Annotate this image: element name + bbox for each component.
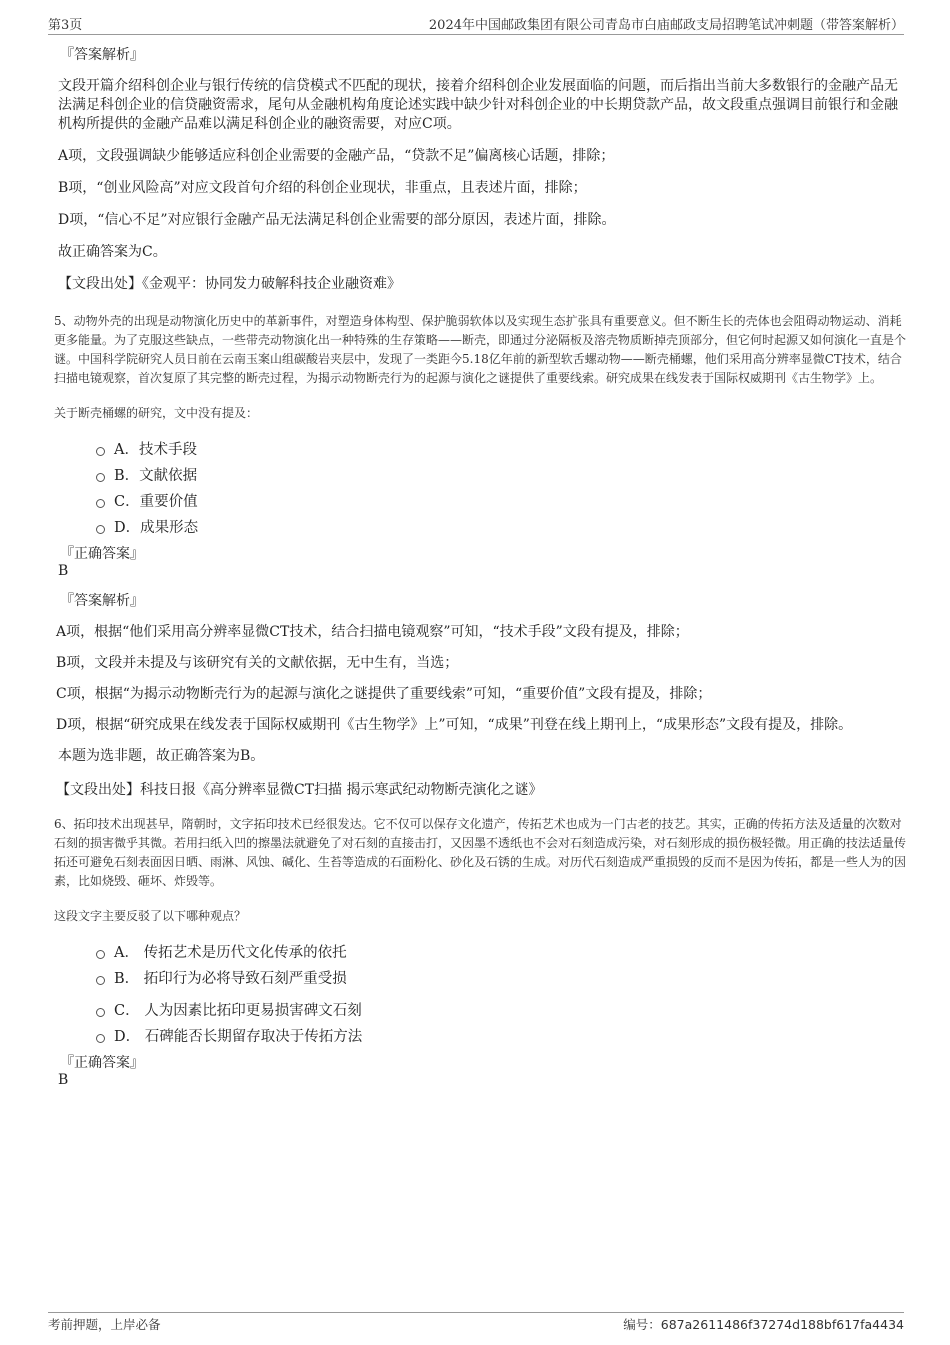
q5-point-d: D项，根据“研究成果在线发表于国际权威期刊《古生物学》上”可知，“成果”刊登在线上期刊上，“成果形态”文段有提及，排除。 bbox=[56, 717, 853, 733]
q5-analysis-label: 『答案解析』 bbox=[60, 593, 144, 609]
q5-option-d[interactable] bbox=[96, 517, 908, 535]
option-label: A．技术手段 bbox=[114, 441, 197, 458]
q4-point-b: B项，“创业风险高”对应文段首句介绍的科创企业现状，非重点，且表述片面，排除； bbox=[58, 180, 587, 196]
q6-option-a[interactable] bbox=[96, 942, 908, 960]
option-label: C． 人为因素比拓印更易损害碑文石刻 bbox=[114, 1002, 362, 1019]
q5-option-c[interactable] bbox=[96, 491, 908, 509]
q4-source: 【文段出处】《金观平：协同发力破解科技企业融资难》 bbox=[58, 276, 401, 292]
q4-analysis-section bbox=[56, 44, 908, 294]
radio-icon[interactable] bbox=[96, 473, 105, 482]
q5-section bbox=[56, 312, 908, 799]
q5-point-a: A项，根据“他们采用高分辨率显微CT技术，结合扫描电镜观察”可知，“技术手段”文段有提及，排除； bbox=[56, 624, 689, 640]
radio-icon[interactable] bbox=[96, 1034, 105, 1043]
q6-answer-label: 『正确答案』 bbox=[60, 1055, 144, 1071]
q6-stem: 6、拓印技术出现甚早，隋朝时，文字拓印技术已经很发达。它不仅可以保存文化遗产，传拓艺术也成为一门古老的技艺。其实，正确的传拓方法及适量的次数对石刻的损害微乎其微。若用扫纸入凹的擦墨法就避免了对石刻的直接击打，又因墨不透纸也不会对石刻造成污染，对石刻形成的损伤极轻微。用正确的技法适量传拓还可避免石刻表面因日晒、雨淋、风蚀、碱化、生苔等造成的石面粉化、砂化及石锈的生成。对历代石刻造成严重损毁的反而不是因为传拓，都是一些人为的因素，比如烧毁、砸坏、炸毁等。 bbox=[54, 817, 907, 888]
page-number: 第3页 bbox=[48, 18, 83, 33]
q4-conclusion: 故正确答案为C。 bbox=[58, 244, 167, 260]
radio-icon[interactable] bbox=[96, 447, 105, 456]
q6-option-b[interactable] bbox=[96, 968, 908, 986]
q6-question: 这段文字主要反驳了以下哪种观点？ bbox=[54, 909, 247, 923]
radio-icon[interactable] bbox=[96, 1008, 105, 1017]
page-content bbox=[56, 44, 908, 1099]
q5-answer-label: 『正确答案』 bbox=[60, 546, 144, 562]
q4-analysis-label: 『答案解析』 bbox=[60, 47, 144, 63]
q5-stem: 5、动物外壳的出现是动物演化历史中的革新事件，对塑造身体构型、保护脆弱软体以及实现生态扩张具有重要意义。但不断生长的壳体也会阻碍动物运动、消耗更多能量。为了克服这些缺点，一些带壳动物演化出一种特殊的生存策略——断壳，即通过分泌隔板及溶壳物质断掉壳顶部分，但它何时起源又如何演化一直是个谜。中国科学院研究人员日前在云南玉案山组碳酸岩夹层中，发现了一类距今5.18亿年前的新型软舌螺动物——断壳桶螺，他们采用高分辨率显微CT技术，结合扫描电镜观察，首次复原了其完整的断壳过程，为揭示动物断壳行为的起源与演化之谜提供了重要线索。研究成果在线发表于国际权威期刊《古生物学》上。 bbox=[54, 314, 907, 385]
q5-conclusion: 本题为选非题，故正确答案为B。 bbox=[58, 748, 265, 764]
option-label: A． 传拓艺术是历代文化传承的依托 bbox=[114, 944, 347, 961]
option-label: D． 石碑能否长期留存取决于传拓方法 bbox=[114, 1028, 363, 1045]
q6-answer: B bbox=[58, 1072, 69, 1088]
q5-option-b[interactable] bbox=[96, 465, 908, 483]
q6-section bbox=[56, 815, 908, 1088]
page-footer bbox=[48, 1312, 904, 1332]
radio-icon[interactable] bbox=[96, 525, 105, 534]
q5-point-b: B项，文段并未提及与该研究有关的文献依据，无中生有，当选； bbox=[56, 655, 459, 671]
q5-answer: B bbox=[58, 563, 69, 579]
q5-question: 关于断壳桶螺的研究，文中没有提及： bbox=[54, 406, 259, 420]
radio-icon[interactable] bbox=[96, 950, 105, 959]
q6-option-d[interactable] bbox=[96, 1026, 908, 1044]
document-id: 编号：687a2611486f37274d188bf617fa4434 bbox=[623, 1317, 904, 1332]
q5-source: 【文段出处】科技日报《高分辨率显微CT扫描 揭示寒武纪动物断壳演化之谜》 bbox=[56, 782, 543, 798]
option-label: B．文献依据 bbox=[114, 467, 198, 484]
radio-icon[interactable] bbox=[96, 976, 105, 985]
q6-option-c[interactable] bbox=[96, 1000, 908, 1018]
footer-slogan: 考前押题，上岸必备 bbox=[48, 1317, 161, 1332]
q4-analysis-body: 文段开篇介绍科创企业与银行传统的信贷模式不匹配的现状，接着介绍科创企业发展面临的问题，而后指出当前大多数银行的金融产品无法满足科创企业的信贷融资需求，尾句从金融机构角度论述实践中缺少针对科创企业的中长期贷款产品，故文段重点强调目前银行和金融机构所提供的金融产品难以满足科创企业的融资需要，对应C项。 bbox=[58, 78, 898, 132]
document-title: 2024年中国邮政集团有限公司青岛市白庙邮政支局招聘笔试冲刺题（带答案解析） bbox=[428, 18, 904, 33]
q5-point-c: C项，根据“为揭示动物断壳行为的起源与演化之谜提供了重要线索”可知，“重要价值”文段有提及，排除； bbox=[56, 686, 712, 702]
option-label: C．重要价值 bbox=[114, 493, 198, 510]
option-label: D．成果形态 bbox=[114, 519, 199, 536]
radio-icon[interactable] bbox=[96, 499, 105, 508]
option-label: B． 拓印行为必将导致石刻严重受损 bbox=[114, 970, 347, 987]
page-header bbox=[48, 12, 904, 35]
q5-option-a[interactable] bbox=[96, 439, 908, 457]
q4-point-d: D项，“信心不足”对应银行金融产品无法满足科创企业需要的部分原因，表述片面，排除。 bbox=[58, 212, 616, 228]
q4-point-a: A项，文段强调缺少能够适应科创企业需要的金融产品，“贷款不足”偏离核心话题，排除； bbox=[58, 148, 615, 164]
